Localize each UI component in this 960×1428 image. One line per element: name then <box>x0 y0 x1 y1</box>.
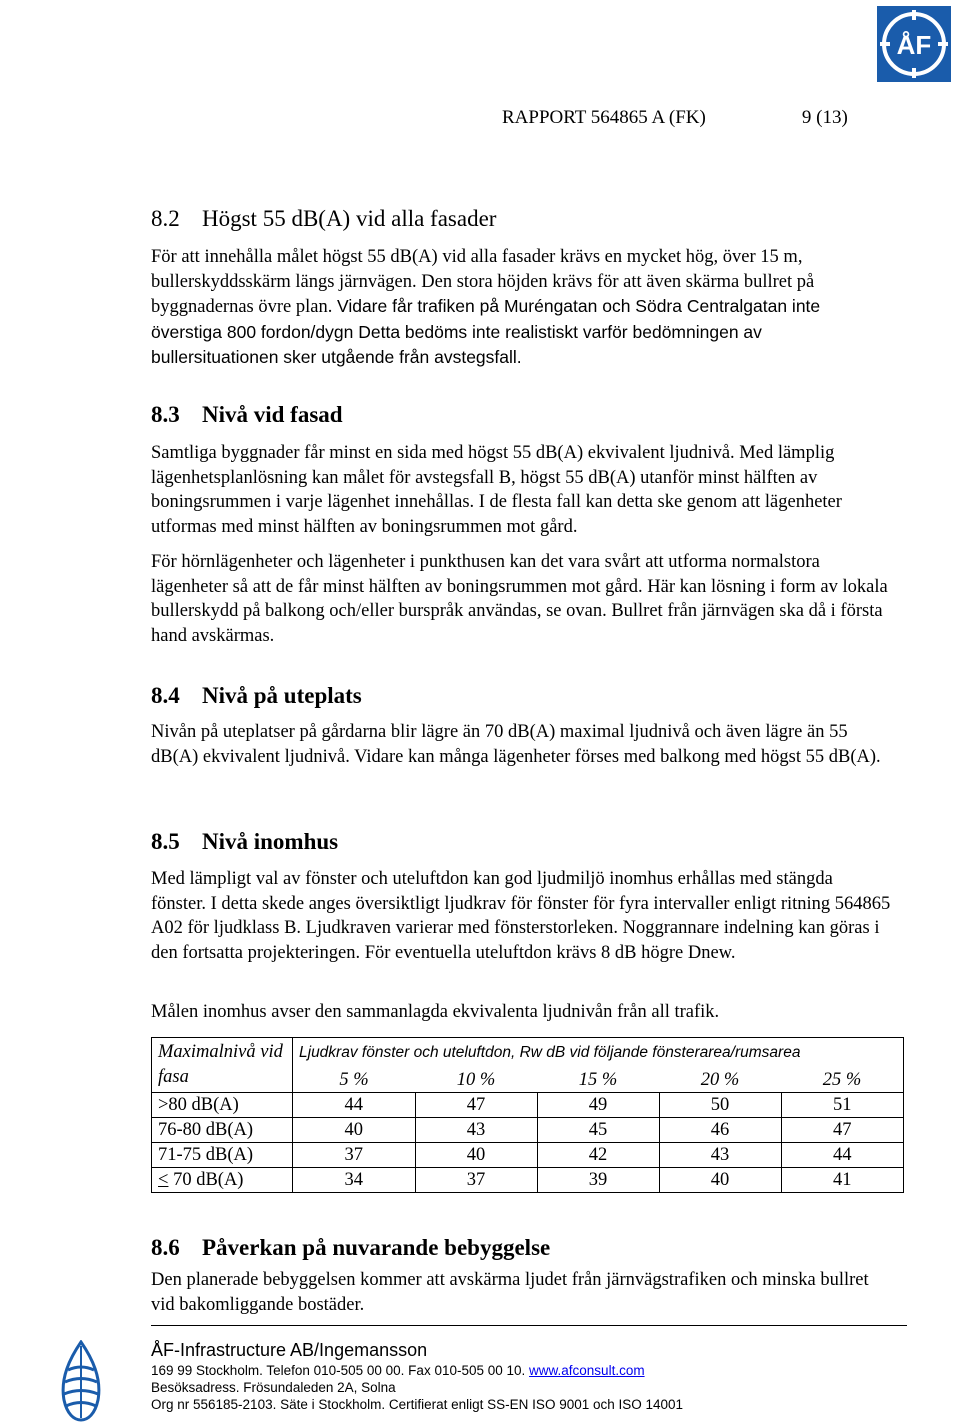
pct-header: 5 % <box>293 1068 416 1093</box>
af-logo <box>877 6 951 82</box>
table-cell: 40 <box>293 1118 416 1143</box>
table-cell: 44 <box>781 1143 904 1168</box>
section-8-6-heading: 8.6 Påverkan på nuvarande bebyggelse <box>151 1235 551 1260</box>
table-row <box>152 1168 904 1193</box>
website-link[interactable]: www.afconsult.com <box>529 1363 645 1378</box>
section-8-4-heading: 8.4 Nivå på uteplats <box>151 683 362 708</box>
table-cell: 43 <box>659 1143 781 1168</box>
section-8-5-heading: 8.5 Nivå inomhus <box>151 829 339 854</box>
table-cell: 45 <box>537 1118 659 1143</box>
page-number: 9 (13) <box>801 107 848 128</box>
row-label: 76-80 dB(A) <box>152 1118 293 1143</box>
shell-logo-icon <box>58 1340 104 1422</box>
logo-text: ÅF <box>896 30 932 60</box>
row-label: >80 dB(A) <box>152 1093 293 1118</box>
footer-visit-address: Besöksadress. Frösundaleden 2A, Solna <box>151 1380 396 1395</box>
table-cell: 46 <box>659 1118 781 1143</box>
table-cell: 40 <box>659 1168 781 1193</box>
section-8-2-heading: 8.2 Högst 55 dB(A) vid alla fasader <box>151 206 497 231</box>
table-row <box>152 1093 904 1118</box>
section-8-6-paragraph: Den planerade bebyggelsen kommer att avskärma ljudet från järnvägstrafiken och minska bullret vid bakomliggande bostäder. <box>151 1270 869 1315</box>
table-cell: 39 <box>537 1168 659 1193</box>
section-8-5-paragraph-2: Målen inomhus avser den sammanlagda ekvivalenta ljudnivån från all trafik. <box>151 1002 720 1022</box>
pct-header: 25 % <box>781 1068 904 1093</box>
sound-requirements-table <box>151 1037 904 1193</box>
section-8-3-paragraph-1: Samtliga byggnader får minst en sida med högst 55 dB(A) ekvivalent ljudnivå. Med lämplig lägenhetsplanlösning kan målet för avstegsfall B, högst 55 dB(A) utanför minst hälften av boningsrummen i varje lägenhet innehållas. I de flesta fall kan detta ske genom att lägenheter utformas med minst hälften av boningsrummen mot gård. <box>151 443 842 537</box>
pct-header: 10 % <box>415 1068 537 1093</box>
table-cell: 44 <box>293 1093 416 1118</box>
table-cell: 37 <box>293 1143 416 1168</box>
row-label: < 70 dB(A) <box>152 1168 293 1193</box>
table-row <box>152 1118 904 1143</box>
footer-company: ÅF-Infrastructure AB/Ingemansson <box>151 1340 428 1360</box>
section-8-2-paragraph: För att innehålla målet högst 55 dB(A) vid alla fasader krävs en mycket hög, över 15 m, bullerskyddsskärm längs järnvägen. Den stora höjden krävs för att även skärma bullret på byggnadernas övre plan. Vidare får trafiken på Muréngatan och Södra Centralgatan inte överstiga 800 fordon/dygn Detta bedöms inte realistiskt varför bedömningen av bullersituationen sker utgående från avstegsfall. <box>151 247 821 367</box>
section-8-5-paragraph-1: Med lämpligt val av fönster och uteluftdon kan god ljudmiljö inomhus erhållas med stängda fönster. I detta skede anges översiktligt ljudkrav för fönster för fyra intervaller enligt ritning 564865 A02 för ljudklass B. Ljudkraven varierar med fönsterstorleken. Noggrannare indelning kan göras i den fortsatta projekteringen. För eventuella uteluftdon krävs 8 dB högre Dnew. <box>151 869 891 963</box>
table-cell: 43 <box>415 1118 537 1143</box>
section-8-3-heading: 8.3 Nivå vid fasad <box>151 402 343 427</box>
table-cell: 34 <box>293 1168 416 1193</box>
table-corner-header: Maximalnivå vid fasa <box>152 1038 293 1093</box>
table-row <box>152 1143 904 1168</box>
table-cell: 40 <box>415 1143 537 1168</box>
table-cell: 49 <box>537 1093 659 1118</box>
report-header <box>502 107 848 129</box>
table-cell: 42 <box>537 1143 659 1168</box>
table-cell: 47 <box>781 1118 904 1143</box>
report-id: RAPPORT 564865 A (FK) <box>502 107 706 128</box>
table-cell: 50 <box>659 1093 781 1118</box>
section-8-3-paragraph-2: För hörnlägenheter och lägenheter i punkthusen kan det vara svårt att utforma normalstora lägenheter så att de får minst hälften av boningsrummen mot gård. Här kan lösning i form av lokala bullerskydd på balkong och/eller burspråk användas, se ovan. Bullret från järnvägen ska då i första hand avskärmas. <box>151 552 888 646</box>
pct-header: 20 % <box>659 1068 781 1093</box>
table-main-header: Ljudkrav fönster och uteluftdon, Rw dB vid följande fönsterarea/rumsarea <box>293 1038 904 1069</box>
footer-divider <box>151 1325 907 1326</box>
footer-address: 169 99 Stockholm. Telefon 010-505 00 00. Fax 010-505 00 10. www.afconsult.com <box>151 1363 645 1378</box>
section-8-4-paragraph: Nivån på uteplatser på gårdarna blir lägre än 70 dB(A) maximal ljudnivå och även lägre än 55 dB(A) ekvivalent ljudnivå. Vidare kan många lägenheter förses med balkong med högst 55 dB(A). <box>151 722 881 767</box>
table-cell: 47 <box>415 1093 537 1118</box>
table-cell: 41 <box>781 1168 904 1193</box>
footer-org: Org nr 556185-2103. Säte i Stockholm. Certifierat enligt SS-EN ISO 9001 och ISO 14001 <box>151 1397 684 1412</box>
table-cell: 51 <box>781 1093 904 1118</box>
table-cell: 37 <box>415 1168 537 1193</box>
row-label: 71-75 dB(A) <box>152 1143 293 1168</box>
pct-header: 15 % <box>537 1068 659 1093</box>
